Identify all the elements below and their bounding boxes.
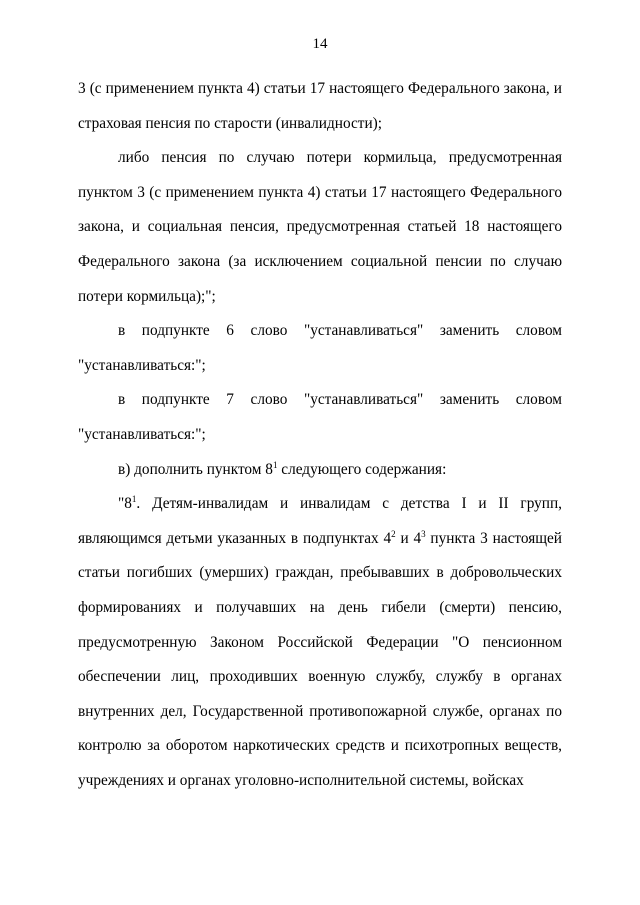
add-point-text-start: в) дополнить пунктом 8	[118, 460, 273, 478]
point-text-4: пункта 3 настоящей статьи погибших (умерших) граждан, пребывавших в добровольческих формированиях и получавших на день гибели (смерти) пенсию, предусмотренную Законом Российской Федерации "О пенсионном обеспечении лиц, проходивших военную службу, службу в органах внутренних дел, Государственной противопожарной службе, органах по контролю за оборотом наркотических средств и психотропных веществ, учреждениях и органах уголовно-исполнительной системы, войсках	[78, 529, 562, 789]
page-number: 14	[312, 36, 328, 52]
paragraph-point-8-1	[78, 487, 562, 798]
paragraph-continuation: 3 (с применением пункта 4) статьи 17 настоящего Федерального закона, и страховая пенсия по старости (инвалидности);	[78, 80, 562, 132]
point-superscript-2: 2	[391, 528, 396, 539]
paragraph-subpoint-7: в подпункте 7 слово "устанавливаться" заменить словом "устанавливаться:";	[78, 391, 562, 443]
paragraph-pension-survivor: либо пенсия по случаю потери кормильца, предусмотренная пунктом 3 (с применением пункта 4) статьи 17 настоящего Федерального закона, и социальная пенсия, предусмотренная статьей 18 настоящего Федерального закона (за исключением социальной пенсии по случаю потери кормильца);";	[78, 149, 562, 305]
add-point-superscript: 1	[272, 459, 278, 470]
point-superscript-3: 3	[421, 528, 426, 539]
point-text-1: "8	[118, 495, 132, 513]
point-text-2: . Детям-инвалидам и инвалидам с детства I и II групп, являющимся детьми указанных в подпунктах 4	[78, 495, 562, 547]
paragraph-subpoint-6: в подпункте 6 слово "устанавливаться" заменить словом "устанавливаться:";	[78, 322, 562, 374]
paragraph-add-point	[78, 453, 562, 488]
add-point-text-end: следующего содержания:	[277, 460, 447, 478]
point-superscript-1: 1	[131, 494, 137, 505]
document-body	[78, 72, 562, 798]
point-text-3: и 4	[395, 529, 422, 547]
